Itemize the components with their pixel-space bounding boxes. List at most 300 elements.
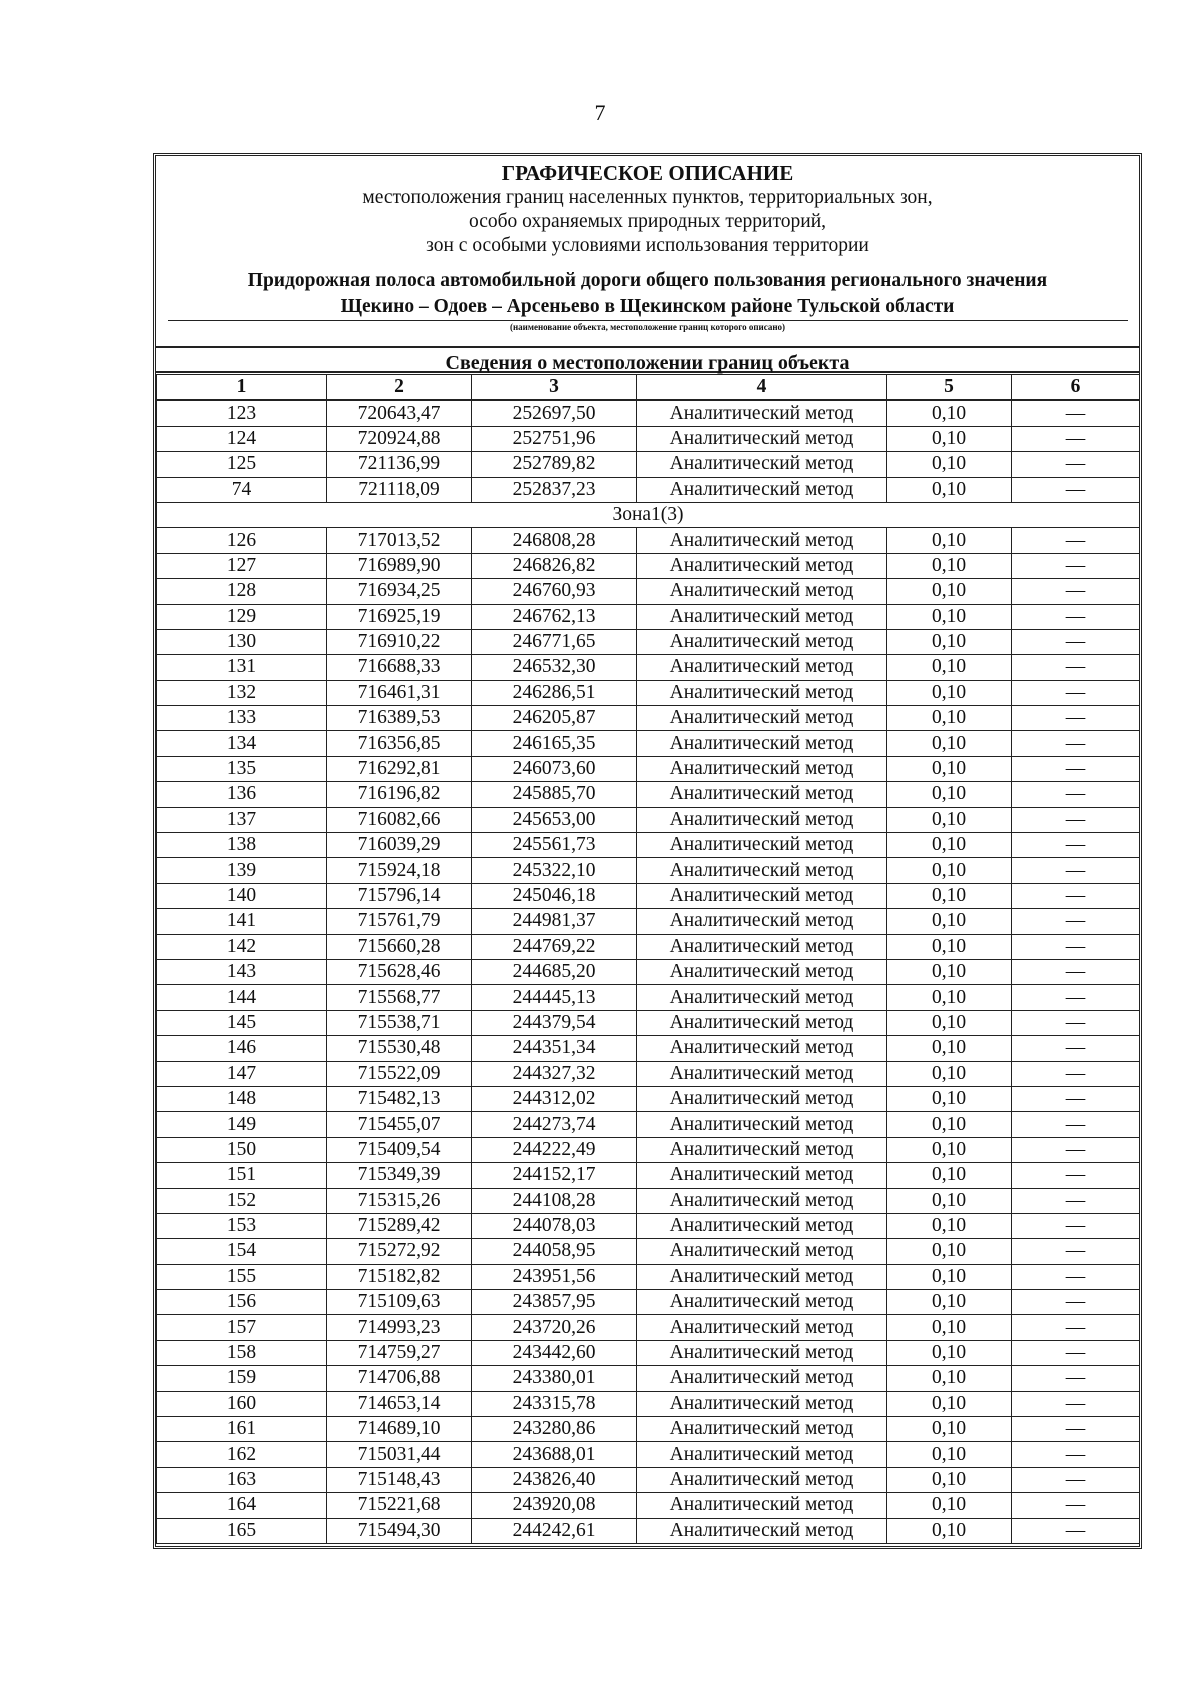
note-cell: — (1012, 985, 1140, 1010)
table-row (157, 985, 1140, 1010)
y-coordinate-cell: 245561,73 (472, 833, 637, 858)
y-coordinate-cell: 244445,13 (472, 985, 637, 1010)
x-coordinate-cell: 716934,25 (327, 579, 472, 604)
method-cell: Аналитический метод (637, 1239, 887, 1264)
accuracy-cell: 0,10 (887, 833, 1012, 858)
x-coordinate-cell: 715660,28 (327, 934, 472, 959)
point-number-cell: 150 (157, 1137, 327, 1162)
table-header-row (157, 375, 1140, 401)
x-coordinate-cell: 716910,22 (327, 629, 472, 654)
method-cell: Аналитический метод (637, 553, 887, 578)
accuracy-cell: 0,10 (887, 1366, 1012, 1391)
note-cell: — (1012, 477, 1140, 502)
table-row (157, 1061, 1140, 1086)
y-coordinate-cell: 244058,95 (472, 1239, 637, 1264)
table-row (157, 553, 1140, 578)
note-cell: — (1012, 426, 1140, 451)
y-coordinate-cell: 243315,78 (472, 1391, 637, 1416)
point-number-cell: 147 (157, 1061, 327, 1086)
note-cell: — (1012, 1061, 1140, 1086)
table-row (157, 579, 1140, 604)
method-cell: Аналитический метод (637, 579, 887, 604)
y-coordinate-cell: 244351,34 (472, 1036, 637, 1061)
y-coordinate-cell: 243857,95 (472, 1290, 637, 1315)
note-cell: — (1012, 833, 1140, 858)
point-number-cell: 159 (157, 1366, 327, 1391)
x-coordinate-cell: 721118,09 (327, 477, 472, 502)
method-cell: Аналитический метод (637, 1112, 887, 1137)
accuracy-cell: 0,10 (887, 1518, 1012, 1543)
accuracy-cell: 0,10 (887, 934, 1012, 959)
table-row (157, 731, 1140, 756)
note-cell: — (1012, 579, 1140, 604)
note-cell: — (1012, 1010, 1140, 1035)
accuracy-cell: 0,10 (887, 528, 1012, 553)
table-row (157, 1290, 1140, 1315)
x-coordinate-cell: 715409,54 (327, 1137, 472, 1162)
note-cell: — (1012, 1340, 1140, 1365)
note-cell: — (1012, 1467, 1140, 1492)
x-coordinate-cell: 716925,19 (327, 604, 472, 629)
table-row (157, 400, 1140, 426)
point-number-cell: 146 (157, 1036, 327, 1061)
note-cell: — (1012, 655, 1140, 680)
accuracy-cell: 0,10 (887, 477, 1012, 502)
point-number-cell: 136 (157, 782, 327, 807)
table-row (157, 629, 1140, 654)
accuracy-cell: 0,10 (887, 1239, 1012, 1264)
table-row (157, 909, 1140, 934)
y-coordinate-cell: 243280,86 (472, 1417, 637, 1442)
note-cell: — (1012, 782, 1140, 807)
point-number-cell: 139 (157, 858, 327, 883)
table-row (157, 1264, 1140, 1289)
x-coordinate-cell: 714653,14 (327, 1391, 472, 1416)
column-header: 5 (887, 375, 1012, 401)
point-number-cell: 143 (157, 959, 327, 984)
table-row (157, 1188, 1140, 1213)
x-coordinate-cell: 715628,46 (327, 959, 472, 984)
x-coordinate-cell: 715182,82 (327, 1264, 472, 1289)
x-coordinate-cell: 715289,42 (327, 1213, 472, 1238)
point-number-cell: 158 (157, 1340, 327, 1365)
subtitle-line: местоположения границ населенных пунктов, территориальных зон, (362, 187, 933, 208)
coordinates-table (156, 374, 1140, 1544)
y-coordinate-cell: 246760,93 (472, 579, 637, 604)
point-number-cell: 163 (157, 1467, 327, 1492)
table-row (157, 756, 1140, 781)
accuracy-cell: 0,10 (887, 1315, 1012, 1340)
table-row (157, 1010, 1140, 1035)
accuracy-cell: 0,10 (887, 883, 1012, 908)
note-cell: — (1012, 1112, 1140, 1137)
x-coordinate-cell: 720924,88 (327, 426, 472, 451)
note-cell: — (1012, 1188, 1140, 1213)
point-number-cell: 125 (157, 452, 327, 477)
table-row (157, 1442, 1140, 1467)
point-number-cell: 128 (157, 579, 327, 604)
point-number-cell: 135 (157, 756, 327, 781)
accuracy-cell: 0,10 (887, 1264, 1012, 1289)
point-number-cell: 133 (157, 706, 327, 731)
table-row (157, 655, 1140, 680)
x-coordinate-cell: 716356,85 (327, 731, 472, 756)
note-cell: — (1012, 604, 1140, 629)
method-cell: Аналитический метод (637, 1366, 887, 1391)
accuracy-cell: 0,10 (887, 1442, 1012, 1467)
point-number-cell: 137 (157, 807, 327, 832)
note-cell: — (1012, 731, 1140, 756)
point-number-cell: 141 (157, 909, 327, 934)
table-row (157, 452, 1140, 477)
y-coordinate-cell: 252837,23 (472, 477, 637, 502)
method-cell: Аналитический метод (637, 807, 887, 832)
object-name-line: Придорожная полоса автомобильной дороги общего пользования регионального значения (247, 270, 1048, 291)
table-row (157, 604, 1140, 629)
note-cell: — (1012, 680, 1140, 705)
x-coordinate-cell: 714993,23 (327, 1315, 472, 1340)
table-row (157, 883, 1140, 908)
y-coordinate-cell: 244769,22 (472, 934, 637, 959)
point-number-cell: 156 (157, 1290, 327, 1315)
note-cell: — (1012, 1315, 1140, 1340)
method-cell: Аналитический метод (637, 1493, 887, 1518)
accuracy-cell: 0,10 (887, 1340, 1012, 1365)
note-cell: — (1012, 1137, 1140, 1162)
method-cell: Аналитический метод (637, 959, 887, 984)
note-cell: — (1012, 706, 1140, 731)
method-cell: Аналитический метод (637, 1010, 887, 1035)
accuracy-cell: 0,10 (887, 400, 1012, 426)
y-coordinate-cell: 246762,13 (472, 604, 637, 629)
y-coordinate-cell: 246826,82 (472, 553, 637, 578)
object-name-line: Щекино – Одоев – Арсеньево в Щекинском районе Тульской области (340, 296, 955, 317)
accuracy-cell: 0,10 (887, 1112, 1012, 1137)
accuracy-cell: 0,10 (887, 858, 1012, 883)
y-coordinate-cell: 244078,03 (472, 1213, 637, 1238)
table-row (157, 1086, 1140, 1111)
x-coordinate-cell: 714689,10 (327, 1417, 472, 1442)
note-cell: — (1012, 807, 1140, 832)
y-coordinate-cell: 244108,28 (472, 1188, 637, 1213)
method-cell: Аналитический метод (637, 1213, 887, 1238)
table-row (157, 706, 1140, 731)
method-cell: Аналитический метод (637, 731, 887, 756)
method-cell: Аналитический метод (637, 934, 887, 959)
method-cell: Аналитический метод (637, 909, 887, 934)
x-coordinate-cell: 716082,66 (327, 807, 472, 832)
x-coordinate-cell: 715568,77 (327, 985, 472, 1010)
note-cell: — (1012, 1442, 1140, 1467)
accuracy-cell: 0,10 (887, 731, 1012, 756)
note-cell: — (1012, 1239, 1140, 1264)
y-coordinate-cell: 245885,70 (472, 782, 637, 807)
accuracy-cell: 0,10 (887, 1417, 1012, 1442)
accuracy-cell: 0,10 (887, 807, 1012, 832)
x-coordinate-cell: 720643,47 (327, 400, 472, 426)
method-cell: Аналитический метод (637, 1163, 887, 1188)
x-coordinate-cell: 716389,53 (327, 706, 472, 731)
note-cell: — (1012, 1163, 1140, 1188)
method-cell: Аналитический метод (637, 426, 887, 451)
accuracy-cell: 0,10 (887, 426, 1012, 451)
point-number-cell: 165 (157, 1518, 327, 1543)
method-cell: Аналитический метод (637, 452, 887, 477)
x-coordinate-cell: 715315,26 (327, 1188, 472, 1213)
table-row (157, 1213, 1140, 1238)
point-number-cell: 140 (157, 883, 327, 908)
method-cell: Аналитический метод (637, 1086, 887, 1111)
x-coordinate-cell: 715530,48 (327, 1036, 472, 1061)
table-row (157, 934, 1140, 959)
x-coordinate-cell: 716196,82 (327, 782, 472, 807)
method-cell: Аналитический метод (637, 1518, 887, 1543)
y-coordinate-cell: 244273,74 (472, 1112, 637, 1137)
accuracy-cell: 0,10 (887, 1163, 1012, 1188)
x-coordinate-cell: 715455,07 (327, 1112, 472, 1137)
point-number-cell: 127 (157, 553, 327, 578)
table-row (157, 1239, 1140, 1264)
note-cell: — (1012, 1391, 1140, 1416)
accuracy-cell: 0,10 (887, 756, 1012, 781)
object-caption: (наименование объекта, местоположение границ которого описано) (509, 322, 786, 332)
table-row (157, 426, 1140, 451)
method-cell: Аналитический метод (637, 1061, 887, 1086)
accuracy-cell: 0,10 (887, 1061, 1012, 1086)
point-number-cell: 131 (157, 655, 327, 680)
accuracy-cell: 0,10 (887, 706, 1012, 731)
y-coordinate-cell: 246808,28 (472, 528, 637, 553)
method-cell: Аналитический метод (637, 1264, 887, 1289)
x-coordinate-cell: 716688,33 (327, 655, 472, 680)
table-row (157, 807, 1140, 832)
accuracy-cell: 0,10 (887, 1493, 1012, 1518)
y-coordinate-cell: 245653,00 (472, 807, 637, 832)
x-coordinate-cell: 715538,71 (327, 1010, 472, 1035)
x-coordinate-cell: 715031,44 (327, 1442, 472, 1467)
point-number-cell: 162 (157, 1442, 327, 1467)
method-cell: Аналитический метод (637, 1340, 887, 1365)
method-cell: Аналитический метод (637, 833, 887, 858)
table-row (157, 477, 1140, 502)
accuracy-cell: 0,10 (887, 655, 1012, 680)
accuracy-cell: 0,10 (887, 1290, 1012, 1315)
accuracy-cell: 0,10 (887, 680, 1012, 705)
accuracy-cell: 0,10 (887, 1036, 1012, 1061)
note-cell: — (1012, 1417, 1140, 1442)
method-cell: Аналитический метод (637, 1442, 887, 1467)
x-coordinate-cell: 715109,63 (327, 1290, 472, 1315)
accuracy-cell: 0,10 (887, 1137, 1012, 1162)
method-cell: Аналитический метод (637, 528, 887, 553)
note-cell: — (1012, 756, 1140, 781)
page-number: 7 (594, 100, 606, 125)
note-cell: — (1012, 959, 1140, 984)
y-coordinate-cell: 243442,60 (472, 1340, 637, 1365)
accuracy-cell: 0,10 (887, 1188, 1012, 1213)
note-cell: — (1012, 1290, 1140, 1315)
x-coordinate-cell: 716989,90 (327, 553, 472, 578)
method-cell: Аналитический метод (637, 706, 887, 731)
accuracy-cell: 0,10 (887, 909, 1012, 934)
accuracy-cell: 0,10 (887, 1213, 1012, 1238)
x-coordinate-cell: 715522,09 (327, 1061, 472, 1086)
accuracy-cell: 0,10 (887, 553, 1012, 578)
x-coordinate-cell: 715796,14 (327, 883, 472, 908)
point-number-cell: 157 (157, 1315, 327, 1340)
note-cell: — (1012, 909, 1140, 934)
table-row (157, 1417, 1140, 1442)
y-coordinate-cell: 243826,40 (472, 1467, 637, 1492)
column-header: 2 (327, 375, 472, 401)
y-coordinate-cell: 246771,65 (472, 629, 637, 654)
point-number-cell: 134 (157, 731, 327, 756)
point-number-cell: 124 (157, 426, 327, 451)
zone-row (157, 502, 1140, 527)
y-coordinate-cell: 245322,10 (472, 858, 637, 883)
point-number-cell: 151 (157, 1163, 327, 1188)
y-coordinate-cell: 244327,32 (472, 1061, 637, 1086)
point-number-cell: 126 (157, 528, 327, 553)
zone-label: Зона1(3) (157, 502, 1140, 527)
x-coordinate-cell: 715221,68 (327, 1493, 472, 1518)
accuracy-cell: 0,10 (887, 629, 1012, 654)
accuracy-cell: 0,10 (887, 1391, 1012, 1416)
point-number-cell: 164 (157, 1493, 327, 1518)
y-coordinate-cell: 244222,49 (472, 1137, 637, 1162)
table-row (157, 1137, 1140, 1162)
y-coordinate-cell: 243920,08 (472, 1493, 637, 1518)
note-cell: — (1012, 400, 1140, 426)
point-number-cell: 145 (157, 1010, 327, 1035)
method-cell: Аналитический метод (637, 756, 887, 781)
x-coordinate-cell: 715148,43 (327, 1467, 472, 1492)
accuracy-cell: 0,10 (887, 1010, 1012, 1035)
point-number-cell: 132 (157, 680, 327, 705)
y-coordinate-cell: 243720,26 (472, 1315, 637, 1340)
document-title: ГРАФИЧЕСКОЕ ОПИСАНИЕ (501, 161, 794, 185)
section-title: Сведения о местоположении границ объекта (156, 348, 1139, 373)
method-cell: Аналитический метод (637, 1315, 887, 1340)
point-number-cell: 138 (157, 833, 327, 858)
accuracy-cell: 0,10 (887, 579, 1012, 604)
y-coordinate-cell: 244379,54 (472, 1010, 637, 1035)
table-row (157, 1467, 1140, 1492)
note-cell: — (1012, 1036, 1140, 1061)
accuracy-cell: 0,10 (887, 782, 1012, 807)
table-row (157, 1366, 1140, 1391)
method-cell: Аналитический метод (637, 400, 887, 426)
note-cell: — (1012, 1518, 1140, 1543)
point-number-cell: 142 (157, 934, 327, 959)
x-coordinate-cell: 715349,39 (327, 1163, 472, 1188)
y-coordinate-cell: 244312,02 (472, 1086, 637, 1111)
y-coordinate-cell: 243380,01 (472, 1366, 637, 1391)
accuracy-cell: 0,10 (887, 959, 1012, 984)
note-cell: — (1012, 1493, 1140, 1518)
note-cell: — (1012, 1366, 1140, 1391)
table-row (157, 1163, 1140, 1188)
accuracy-cell: 0,10 (887, 604, 1012, 629)
point-number-cell: 152 (157, 1188, 327, 1213)
note-cell: — (1012, 1086, 1140, 1111)
method-cell: Аналитический метод (637, 1417, 887, 1442)
x-coordinate-cell: 715761,79 (327, 909, 472, 934)
point-number-cell: 123 (157, 400, 327, 426)
table-row (157, 1315, 1140, 1340)
y-coordinate-cell: 252751,96 (472, 426, 637, 451)
y-coordinate-cell: 252789,82 (472, 452, 637, 477)
method-cell: Аналитический метод (637, 477, 887, 502)
point-number-cell: 155 (157, 1264, 327, 1289)
method-cell: Аналитический метод (637, 629, 887, 654)
y-coordinate-cell: 244242,61 (472, 1518, 637, 1543)
subtitle-line: особо охраняемых природных территорий, (469, 211, 826, 232)
table-row (157, 1518, 1140, 1543)
column-header: 6 (1012, 375, 1140, 401)
table-row (157, 833, 1140, 858)
method-cell: Аналитический метод (637, 655, 887, 680)
table-row (157, 680, 1140, 705)
x-coordinate-cell: 714706,88 (327, 1366, 472, 1391)
note-cell: — (1012, 883, 1140, 908)
method-cell: Аналитический метод (637, 1188, 887, 1213)
y-coordinate-cell: 243951,56 (472, 1264, 637, 1289)
x-coordinate-cell: 717013,52 (327, 528, 472, 553)
table-row (157, 782, 1140, 807)
y-coordinate-cell: 246286,51 (472, 680, 637, 705)
note-cell: — (1012, 1264, 1140, 1289)
note-cell: — (1012, 934, 1140, 959)
method-cell: Аналитический метод (637, 1137, 887, 1162)
column-header: 3 (472, 375, 637, 401)
table-row (157, 959, 1140, 984)
note-cell: — (1012, 553, 1140, 578)
method-cell: Аналитический метод (637, 604, 887, 629)
y-coordinate-cell: 244152,17 (472, 1163, 637, 1188)
x-coordinate-cell: 715482,13 (327, 1086, 472, 1111)
method-cell: Аналитический метод (637, 782, 887, 807)
column-header: 1 (157, 375, 327, 401)
x-coordinate-cell: 715272,92 (327, 1239, 472, 1264)
x-coordinate-cell: 714759,27 (327, 1340, 472, 1365)
point-number-cell: 154 (157, 1239, 327, 1264)
method-cell: Аналитический метод (637, 1036, 887, 1061)
y-coordinate-cell: 246165,35 (472, 731, 637, 756)
method-cell: Аналитический метод (637, 1467, 887, 1492)
x-coordinate-cell: 721136,99 (327, 452, 472, 477)
accuracy-cell: 0,10 (887, 1467, 1012, 1492)
x-coordinate-cell: 716292,81 (327, 756, 472, 781)
note-cell: — (1012, 1213, 1140, 1238)
x-coordinate-cell: 716461,31 (327, 680, 472, 705)
y-coordinate-cell: 244981,37 (472, 909, 637, 934)
x-coordinate-cell: 715924,18 (327, 858, 472, 883)
document-header (156, 156, 1139, 348)
y-coordinate-cell: 244685,20 (472, 959, 637, 984)
note-cell: — (1012, 528, 1140, 553)
point-number-cell: 153 (157, 1213, 327, 1238)
y-coordinate-cell: 246205,87 (472, 706, 637, 731)
method-cell: Аналитический метод (637, 858, 887, 883)
method-cell: Аналитический метод (637, 883, 887, 908)
point-number-cell: 160 (157, 1391, 327, 1416)
table-row (157, 1493, 1140, 1518)
y-coordinate-cell: 252697,50 (472, 400, 637, 426)
y-coordinate-cell: 246073,60 (472, 756, 637, 781)
y-coordinate-cell: 246532,30 (472, 655, 637, 680)
table-row (157, 1340, 1140, 1365)
